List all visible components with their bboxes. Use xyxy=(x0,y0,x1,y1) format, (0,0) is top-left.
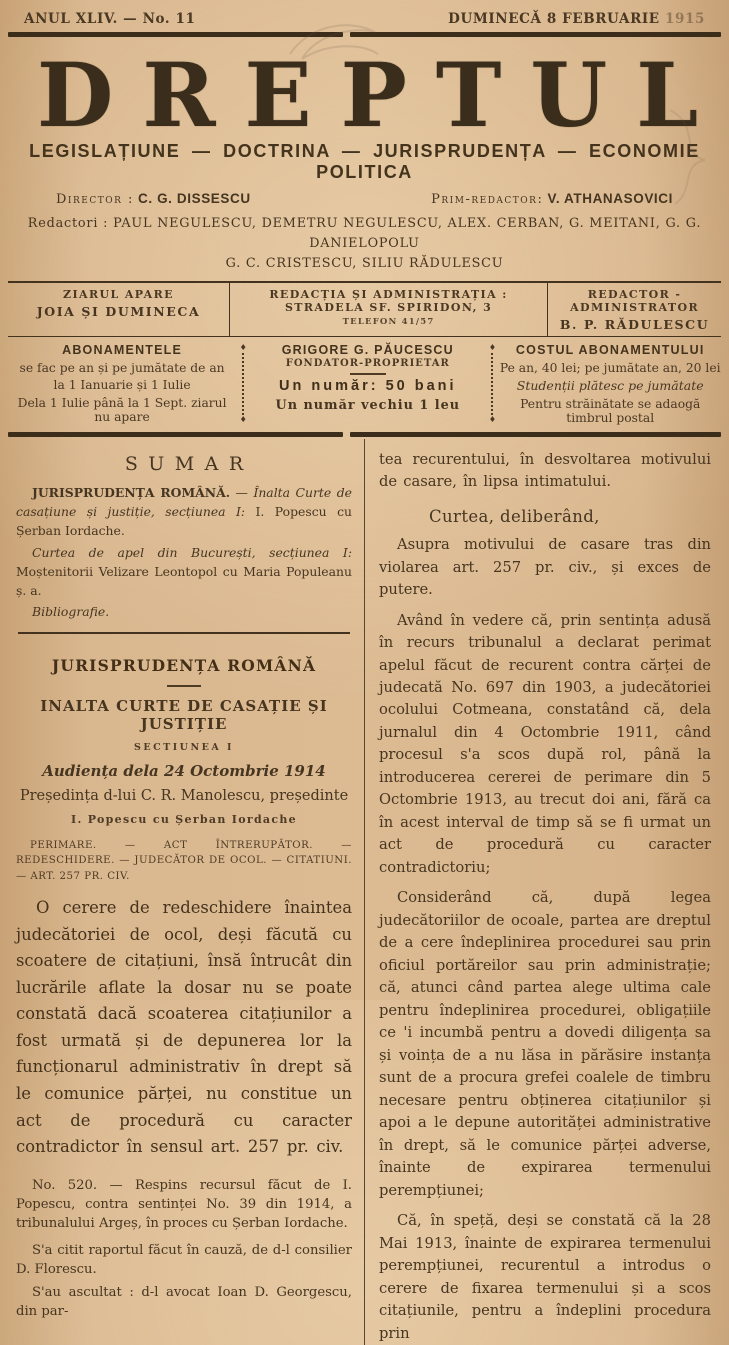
subscription-cost-line-1: Pe an, 40 lei; pe jumătate an, 20 lei xyxy=(499,360,721,375)
subscription-terms-line-3: Dela 1 Iulie până la 1 Sept. ziarul nu apare xyxy=(17,395,227,424)
subscription-terms-cell xyxy=(8,343,236,425)
holding-paragraph: O cerere de redeschidere înaintea judecătoriei de ocol, deși făcută cu scoatere de citațiuni, însă întrucât din lucrările aflate la dosar nu se poate constată dacă scoaterea citațiunilor a fost urmată și de depunerea lor la funcționarul administrativ în drept să le comunice părței, nu constitue un act de procedură cu caracter contradictor în sensul art. 257 pr. civ. xyxy=(16,897,352,1157)
masthead xyxy=(8,43,728,183)
publication-schedule-cell xyxy=(8,283,229,336)
presiding-judge: Președința d-lui C. R. Manolescu, președinte xyxy=(19,787,349,804)
issue-price: Un număr: 50 bani xyxy=(279,378,457,395)
subscription-cost-cell xyxy=(499,343,721,425)
summary-title: SUMAR xyxy=(124,452,254,475)
summary-entry: JURISPRUDENȚA ROMÂNĂ. — Înalta Curte de casațiune și justiție, secțiunea I: I. Popescu cu Șerban Iordache. xyxy=(16,484,352,539)
subscription-cost-title: COSTUL ABONAMENTULUI xyxy=(515,343,705,358)
newspaper-subtitle: LEGISLAȚIUNE — DOCTRINA — JURISPRUDENȚA — ECONOMIE POLITICA xyxy=(29,141,700,182)
issue-header xyxy=(8,0,721,32)
ornamental-divider-icon: ♦ ♦ xyxy=(488,343,497,424)
court-section: SECTIUNEA I xyxy=(133,741,234,753)
summary-entry: Curtea de apel din București, secțiunea I: Moștenitorii Velizare Leontopol cu Maria Populeanu ș. a. xyxy=(16,544,352,599)
redactori-lines xyxy=(8,214,721,273)
staff-row xyxy=(8,183,721,207)
director-label: Director : xyxy=(56,192,134,207)
redactori-line-2: G. C. CRISTESCU, SILIU RĂDULESCU xyxy=(225,255,504,271)
hearing-paragraph: S'au ascultat : d-l avocat Ioan D. Georgescu, din par- xyxy=(16,1284,352,1319)
mini-rule xyxy=(350,373,386,375)
body-paragraph: Că, în speță, deși se constată că la 28 Mai 1913, înainte de expirarea termenului perempțiunei, recurentul a introdus o cerere de fixarea termenului și a scos citațiunile, pentru a îndeplini procedura prin xyxy=(379,1212,711,1342)
continuation-paragraph: tea recurentului, în desvoltarea motivului de casare, în lipsa intimatului. xyxy=(379,450,711,491)
right-column xyxy=(364,439,721,1345)
subscription-terms-line-1: se fac pe an și pe jumătate de an xyxy=(19,360,225,375)
article-columns xyxy=(8,439,721,1345)
schedule-line-1: ZIARUL APARE xyxy=(63,288,174,302)
publication-info-row xyxy=(8,281,721,337)
director-name: C. G. DISSESCU xyxy=(138,191,251,206)
back-issue-price: Un număr vechiu 1 leu xyxy=(275,398,461,414)
prim-redactor-label: Prim-redactor: xyxy=(431,192,544,207)
director-line xyxy=(56,191,251,207)
case-parties: I. Popescu cu Șerban Iordache xyxy=(71,812,297,826)
body-paragraph: Asupra motivului de casare tras din violarea art. 257 pr. civ., și exces de putere. xyxy=(379,536,711,599)
subscription-terms-title: ABONAMENTELE xyxy=(62,343,183,358)
administrator-cell xyxy=(548,283,721,336)
audience-date: Audiența dela 24 Octombrie 1914 xyxy=(42,761,326,780)
issue-date xyxy=(448,11,705,27)
short-rule xyxy=(167,685,201,687)
subscription-info-row xyxy=(8,337,721,432)
redactori-line-1: Redactori : PAUL NEGULESCU, DEMETRU NEGULESCU, ALEX. CERBAN, G. MEITANI, G. G. DANIELOPOLU xyxy=(27,216,702,251)
heavy-rule-bottom xyxy=(8,432,721,437)
summary-bottom-rule xyxy=(18,632,350,634)
heavy-rule-top xyxy=(8,32,721,37)
issue-year: 1915 xyxy=(665,11,705,27)
schedule-line-2: JOIA ȘI DUMINECA xyxy=(36,304,201,320)
ornamental-divider-icon: ♦ ♦ xyxy=(239,343,247,424)
founder-name: GRIGORE G. PĂUCESCU xyxy=(281,343,454,358)
newspaper-title: DREPTUL xyxy=(37,43,728,147)
report-paragraph: S'a citit raportul făcut în cauză, de d-l consilier D. Florescu. xyxy=(16,1243,352,1278)
administrator-name: B. P. RĂDULESCU xyxy=(559,317,710,333)
case-catchwords: PERIMARE. — ACT ÎNTRERUPĂTOR. — REDESCHIDERE. — JUDECĂTOR DE OCOL. — CITATIUNI. — ART. 257 PR. CIV. xyxy=(16,839,352,883)
address-cell xyxy=(229,283,548,336)
court-heading: INALTA CURTE DE CASAȚIE ȘI JUSTIȚIE xyxy=(40,696,328,733)
administrator-title: REDACTOR - ADMINISTRATOR xyxy=(570,288,700,315)
subscription-cost-line-2: Studenții plătesc pe jumătate xyxy=(516,378,704,394)
summary-entry: Bibliografie. xyxy=(32,604,110,620)
prim-redactor-line xyxy=(431,191,673,207)
subscription-cost-line-3: Pentru străinătate se adaogă timbrul postal xyxy=(520,396,701,425)
founder-role: FONDATOR-PROPRIETAR xyxy=(285,358,450,370)
address-line: REDACȚIA ȘI ADMINISTRAȚIA : STRADELA SF. SPIRIDON, 3 xyxy=(269,288,508,315)
prim-redactor-name: V. ATHANASOVICI xyxy=(547,191,673,206)
summary-box xyxy=(16,453,352,634)
issue-date-text: DUMINECĂ 8 FEBRUARIE xyxy=(448,11,660,27)
left-column xyxy=(8,439,364,1345)
subscription-terms-line-2: la 1 Ianuarie și 1 Iulie xyxy=(53,378,191,393)
issue-number: ANUL XLIV. — No. 11 xyxy=(24,11,196,27)
section-heading: JURISPRUDENȚA ROMÂNĂ xyxy=(51,655,317,675)
body-paragraph: Având în vedere că, prin sentința adusă în recurs tribunalul a declarat perimat apelul făcut de recurent contra cărței de judecată No. 697 din 1903, a judecătoriei ocolului Cotmeana, constatând că, dela jurnalul din 4 Octombrie 1911, când procesul s'a scos după rol, până la introducerea cererei de perimare din 5 Octombrie 1913, au trecut doi ani, fără ca în acest interval de timp să se fi urmat un act de procedură cu caracter contradictoriu; xyxy=(379,611,711,876)
founder-price-cell xyxy=(250,343,485,425)
telephone-line: TELEFON 41/57 xyxy=(342,317,435,328)
body-paragraph: Considerând că, după legea judecătoriilor de ocoale, partea are dreptul de a cere îndeplinirea procedurei sau prin oficiul portăreilor sau prin administrație; că, atunci când partea alege ultima cale pentru îndeplinirea procedurei, obligațiile ce 'i incumbă pentru a dovedi diligența sa și voința de a nu lăsa in părăsire instanța sunt de a procura grefei coalele de timbru necesare pentru obținerea citațiunilor și apoi a le depune autorităței administrative în drept, să le comunice părței adverse, înainte de expirarea termenului perempțiunei; xyxy=(379,889,711,1199)
deliberation-heading: Curtea, deliberând, xyxy=(429,507,600,527)
decision-paragraph: No. 520. — Respins recursul făcut de I. Popescu, contra sentinței No. 39 din 1914, a tribunalului Argeș, în proces cu Șerban Iordache. xyxy=(16,1178,352,1231)
